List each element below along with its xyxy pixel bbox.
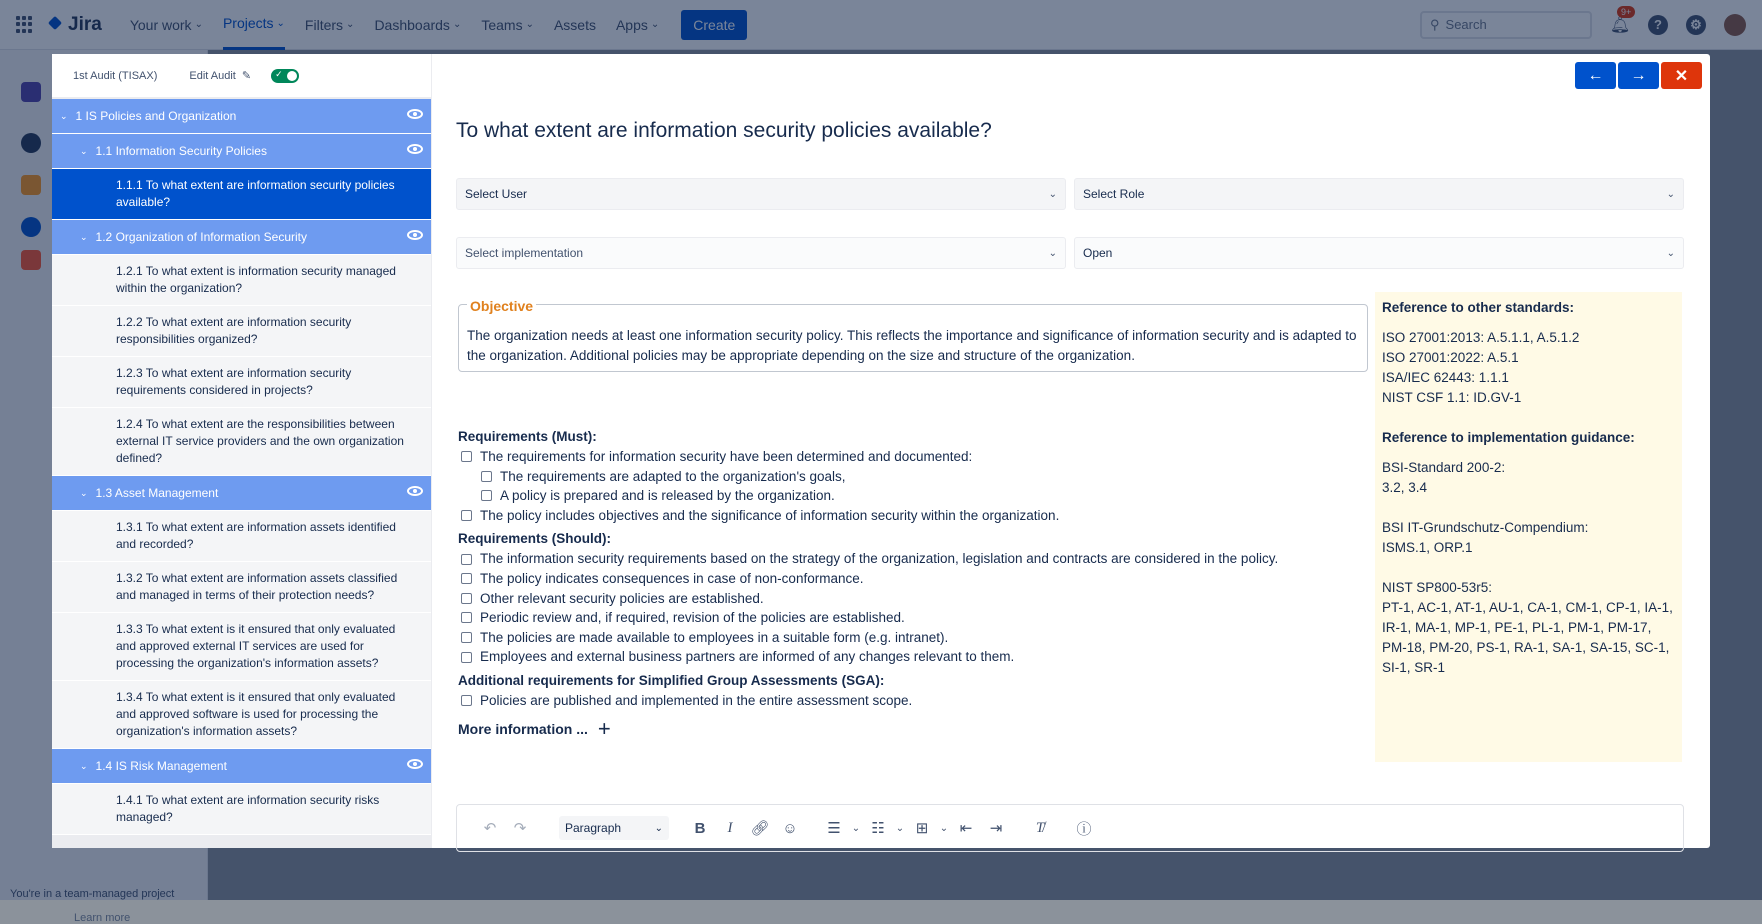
eye-icon[interactable]	[407, 144, 423, 154]
requirement-text: Policies are published and implemented in the entire assessment scope.	[480, 692, 913, 708]
tree-section-item[interactable]	[52, 749, 431, 784]
tree-question-item[interactable]: 1.3.4 To what extent is it ensured that only evaluated and approved software is used for processing the organization's information assets?	[52, 681, 431, 749]
numbered-list-icon[interactable]: ☷	[871, 820, 885, 837]
requirement-item	[458, 608, 1368, 628]
requirement-checkbox[interactable]	[461, 652, 472, 663]
question-title: To what extent are information security policies available?	[456, 119, 992, 142]
chevron-down-icon[interactable]: ⌄	[895, 822, 905, 834]
bullet-list-icon[interactable]: ☰	[827, 820, 841, 837]
tree-question-item[interactable]: 1.3.3 To what extent is it ensured that only evaluated and approved external IT services are used for processing the organization's information assets?	[52, 613, 431, 681]
should-heading: Requirements (Should):	[458, 531, 612, 547]
paragraph-style-dropdown[interactable]: Paragraph ⌄	[559, 816, 669, 840]
modal-nav-buttons	[1575, 62, 1702, 89]
audit-question-modal	[52, 54, 1710, 848]
redo-icon[interactable]: ↷	[513, 820, 527, 837]
requirement-checkbox[interactable]	[481, 471, 492, 482]
tree-item-label: 1.2 Organization of Information Security	[95, 230, 307, 244]
tree-question-item[interactable]: 1.2.1 To what extent is information security managed within the organization?	[52, 255, 431, 306]
requirement-text: Employees and external business partners are informed of any changes relevant to them.	[480, 649, 1015, 665]
requirement-text: The information security requirements based on the strategy of the organization, legislation and contracts are considered in the policy.	[480, 551, 1279, 567]
plus-icon: +	[597, 715, 611, 741]
requirement-item	[458, 589, 1368, 609]
tree-question-item[interactable]: 1.2.4 To what extent are the responsibilities between external IT service providers and the own organization defined?	[52, 408, 431, 476]
requirement-checkbox[interactable]	[461, 451, 472, 462]
references-panel	[1375, 292, 1682, 762]
requirement-item	[458, 506, 1368, 526]
question-tree-panel	[52, 54, 432, 848]
more-information-toggle[interactable]	[458, 715, 1368, 741]
question-detail-panel	[432, 54, 1710, 848]
edit-audit-label: Edit Audit	[189, 69, 236, 82]
must-heading: Requirements (Must):	[458, 429, 597, 444]
clear-formatting-icon[interactable]: T̸	[1035, 819, 1045, 836]
requirement-item	[458, 628, 1368, 648]
chevron-down-icon[interactable]: ⌄	[80, 231, 88, 242]
requirement-checkbox[interactable]	[481, 490, 492, 501]
requirement-text: The requirements are adapted to the organization's goals,	[500, 468, 846, 484]
compendium-label: BSI IT-Grundschutz-Compendium:	[1382, 520, 1589, 535]
eye-icon[interactable]	[407, 759, 423, 769]
requirement-text: The policy includes objectives and the significance of information security within the organization.	[480, 507, 1060, 523]
tree-section-item[interactable]	[52, 220, 431, 255]
objective-box	[458, 298, 1368, 372]
requirement-text: The policies are made available to employees in a suitable form (e.g. intranet).	[480, 629, 949, 645]
requirement-checkbox[interactable]	[461, 632, 472, 643]
nist-label: NIST SP800-53r5:	[1382, 580, 1493, 595]
chevron-down-icon[interactable]: ⌄	[851, 822, 861, 834]
requirement-item	[458, 467, 1368, 487]
table-icon[interactable]: ⊞	[915, 820, 929, 837]
requirement-text: Periodic review and, if required, revision of the policies are established.	[480, 610, 905, 626]
chevron-down-icon: ⌄	[1048, 188, 1057, 200]
italic-icon[interactable]: I	[727, 819, 733, 836]
compendium-value: ISMS.1, ORP.1	[1382, 540, 1473, 555]
requirement-item	[458, 569, 1368, 589]
tree-question-item[interactable]: 1.2.2 To what extent are information security responsibilities organized?	[52, 306, 431, 357]
tree-item-label: 1.1 Information Security Policies	[95, 144, 267, 158]
chevron-down-icon: ⌄	[1666, 247, 1675, 259]
edit-mode-toggle[interactable]	[271, 69, 299, 83]
requirement-text: The policy indicates consequences in case of non-conformance.	[480, 570, 864, 586]
tree-item-label: 1 IS Policies and Organization	[75, 109, 237, 123]
objective-text: The organization needs at least one information security policy. This reflects the importance and significance of information security and is adapted to the organization. Additional policies may be appropriate depending on the size and structure of the organization.	[467, 328, 1357, 363]
link-icon[interactable]: 🔗︎	[750, 820, 770, 837]
tree-question-item[interactable]: 1.3.2 To what extent are information assets classified and managed in terms of their protection needs?	[52, 562, 431, 613]
chevron-down-icon: ⌄	[1666, 188, 1675, 200]
check-icon: ✓	[275, 68, 283, 79]
eye-icon[interactable]	[407, 230, 423, 240]
chevron-down-icon[interactable]: ⌄	[80, 760, 88, 771]
standards-heading: Reference to other standards:	[1382, 300, 1575, 315]
nist-value: PT-1, AC-1, AT-1, AU-1, CA-1, CM-1, CP-1, IA-1, IR-1, MA-1, MP-1, PE-1, PL-1, PM-1, PM-17, PM-18, PM-20, PS-1, RA-1, SA-1, SA-15, SC-1, SI-1, SR-1	[1382, 600, 1673, 675]
requirements-section	[458, 424, 1368, 741]
guidance-heading: Reference to implementation guidance:	[1382, 430, 1635, 445]
requirement-item	[458, 486, 1368, 506]
arrow-right-icon: →	[1630, 66, 1647, 84]
help-icon[interactable]: ⓘ	[1076, 820, 1092, 838]
requirement-checkbox[interactable]	[461, 695, 472, 706]
edit-audit-button[interactable]	[189, 69, 251, 82]
requirement-checkbox[interactable]	[461, 612, 472, 623]
chevron-down-icon[interactable]: ⌄	[939, 822, 949, 834]
requirement-checkbox[interactable]	[461, 554, 472, 565]
tree-question-item[interactable]: 1.2.3 To what extent are information security requirements considered in projects?	[52, 357, 431, 408]
tree-question-item[interactable]: 1.4.1 To what extent are information security risks managed?	[52, 784, 431, 835]
standard-item: NIST CSF 1.1: ID.GV-1	[1382, 390, 1522, 405]
chevron-down-icon: ⌄	[654, 822, 663, 834]
requirement-checkbox[interactable]	[461, 510, 472, 521]
requirement-text: Other relevant security policies are established.	[480, 590, 764, 606]
previous-question-button[interactable]	[1575, 62, 1616, 89]
learn-more-link[interactable]: Learn more	[74, 912, 131, 924]
tree-question-item[interactable]: 1.3.1 To what extent are information assets identified and recorded?	[52, 511, 431, 562]
requirement-text: The requirements for information security have been determined and documented:	[480, 449, 973, 464]
emoji-icon[interactable]: ☺	[782, 819, 798, 837]
chevron-down-icon[interactable]: ⌄	[60, 110, 68, 121]
tree-item-label: 1.3 Asset Management	[95, 486, 219, 500]
bold-icon[interactable]: B	[694, 819, 706, 837]
question-tree	[52, 97, 431, 848]
standard-item: ISA/IEC 62443: 1.1.1	[1382, 370, 1509, 385]
tree-section-item[interactable]	[52, 476, 431, 511]
tree-header	[52, 54, 431, 97]
tree-section-item[interactable]	[52, 134, 431, 169]
objective-label: Objective	[467, 296, 536, 316]
select-user-dropdown[interactable]: Select User ⌄	[456, 178, 1066, 210]
arrow-left-icon: ←	[1587, 66, 1604, 84]
requirement-item	[458, 447, 1368, 467]
requirement-item	[458, 691, 1368, 711]
standard-item: ISO 27001:2022: A.5.1	[1382, 350, 1519, 365]
tree-chapter-item[interactable]	[52, 99, 431, 134]
eye-icon[interactable]	[407, 486, 423, 496]
chevron-down-icon[interactable]: ⌄	[80, 145, 88, 156]
requirement-text: A policy is prepared and is released by the organization.	[500, 488, 835, 504]
bsi-value: 3.2, 3.4	[1382, 480, 1428, 495]
standard-item: ISO 27001:2013: A.5.1.1, A.5.1.2	[1382, 330, 1580, 345]
undo-icon[interactable]: ↶	[483, 820, 497, 837]
outdent-icon[interactable]: ⇤	[959, 820, 973, 837]
tree-question-item[interactable]: 1.1.1 To what extent are information security policies available?	[52, 169, 431, 220]
select-implementation-dropdown[interactable]: Select implementation ⌄	[456, 237, 1066, 269]
requirement-checkbox[interactable]	[461, 593, 472, 604]
close-icon: ✕	[1674, 67, 1689, 85]
requirement-checkbox[interactable]	[461, 573, 472, 584]
indent-icon[interactable]: ⇥	[989, 820, 1003, 837]
tree-item-label: 1.4 IS Risk Management	[95, 759, 227, 773]
close-modal-button[interactable]	[1661, 62, 1702, 89]
bsi-label: BSI-Standard 200-2:	[1382, 460, 1506, 475]
pencil-icon: ✎	[241, 70, 252, 82]
chevron-down-icon[interactable]: ⌄	[80, 487, 88, 498]
rich-text-editor-toolbar	[456, 804, 1684, 852]
select-role-dropdown[interactable]: Select Role ⌄	[1074, 178, 1684, 210]
sga-heading: Additional requirements for Simplified Group Assessments (SGA):	[458, 672, 885, 688]
eye-icon[interactable]	[407, 109, 423, 119]
chevron-down-icon: ⌄	[1048, 247, 1057, 259]
requirement-item	[458, 647, 1368, 667]
requirement-item	[458, 549, 1368, 569]
status-dropdown[interactable]: Open ⌄	[1074, 237, 1684, 269]
more-information-label: More information ...	[458, 720, 588, 737]
audit-name: 1st Audit (TISAX)	[73, 69, 158, 82]
next-question-button[interactable]	[1618, 62, 1659, 89]
